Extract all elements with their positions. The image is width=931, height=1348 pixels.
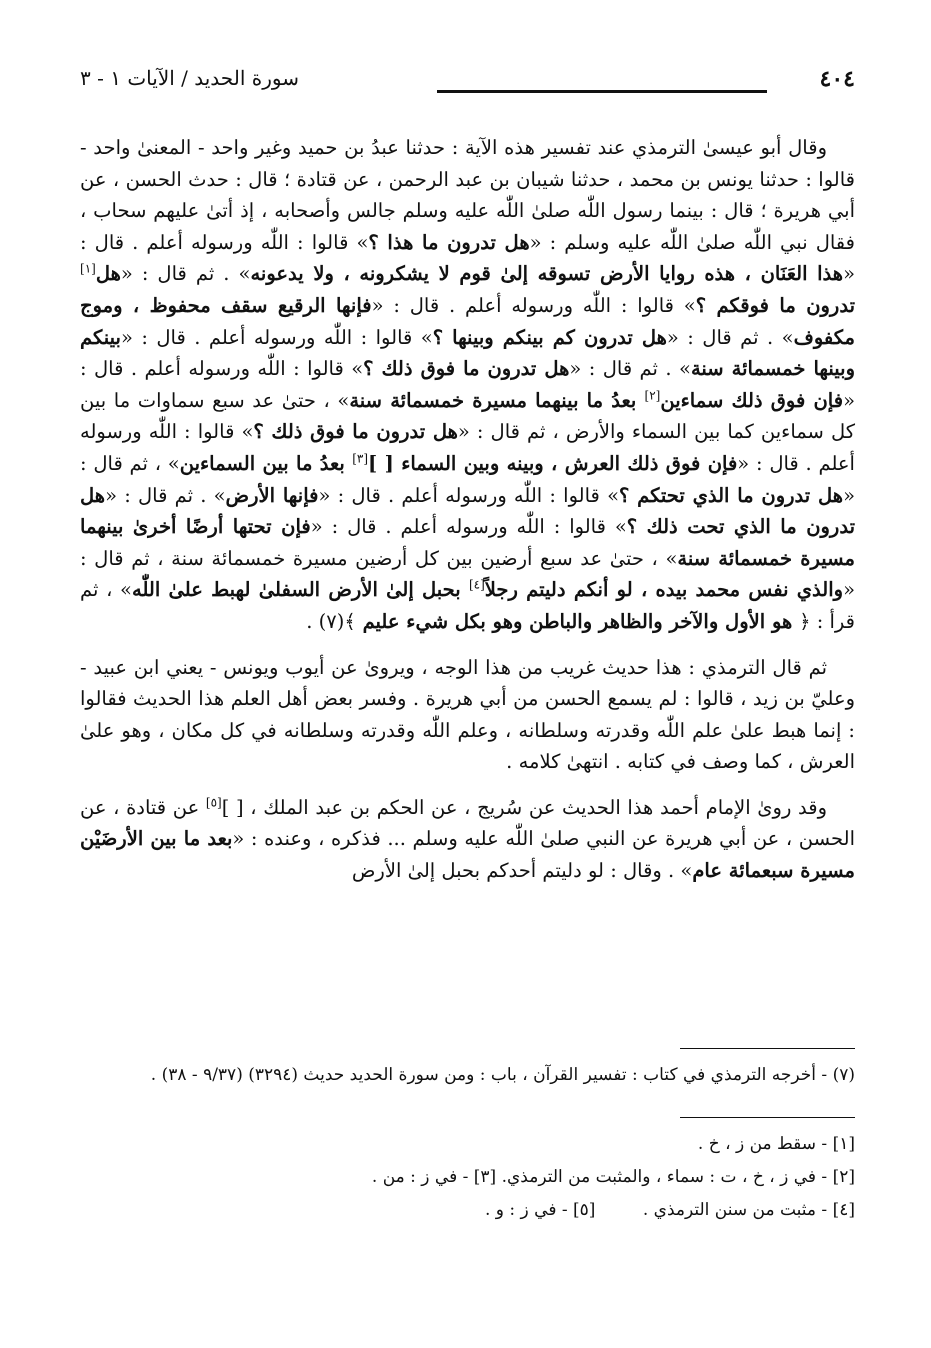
footnote-line: [80, 1194, 855, 1227]
footnote-ref-4[interactable]: [٤]: [468, 577, 485, 592]
text-span: » قالوا : اللّٰه ورسوله أعلم . قال : «: [310, 515, 627, 539]
paragraph-hadith: [80, 132, 855, 638]
text-span: » . ثم قال : «: [569, 357, 691, 381]
main-text: [80, 132, 855, 887]
paragraph-ahmad: [80, 792, 855, 887]
text-span: وقد روىٰ الإمام أحمد هذا الحديث عن سُريج ، عن الحكم بن عبد الملك ، [ ]: [221, 795, 827, 819]
footnote-ref-1[interactable]: [١]: [80, 261, 96, 276]
bold-quote: هل تدرون كم بينكم وبينها ؟: [432, 325, 667, 349]
text-span: » قالوا : اللّٰه ورسوله أعلم . قال : «: [80, 357, 855, 412]
bold-quote: فإنها الرقيع سقف محفوظ ، وموج مكفوف: [80, 293, 855, 349]
footnote-4: [٤] - مثبت من سنن الترمذي .: [642, 1200, 855, 1220]
footnote-ref-5[interactable]: [٥]: [205, 795, 222, 810]
bold-quote: تدرون ما فوقكم ؟: [695, 293, 856, 317]
page-header: [80, 62, 855, 102]
bold-quote: فإنها الأرض: [225, 483, 319, 507]
footnote-1: [١] - سقط من ز ، خ .: [697, 1134, 855, 1154]
footnote-ref-7[interactable]: ﴾(٧): [318, 609, 356, 633]
footnote-line: [80, 1161, 855, 1194]
page-number: ٤٠٤: [819, 66, 855, 92]
bold-quote: والذي نفس محمد بيده ، لو أنكم دليتم رجلاً: [484, 578, 844, 602]
text-span: وقال أبو عيسىٰ الترمذي عند تفسير هذه الآية : حدثنا عبدُ بن حميد وغير واحد - المعنىٰ واحد - قالوا : حدثنا يونس بن محمد ، حدثنا شيبان بن عبد الرحمن ، عن قتادة ؛ قال : حدث الحسن ، عن أبي هريرة ؛ قال : بينما رسول اللّٰه صلىٰ اللّٰه عليه وسلم جالس وأصحابه ، إذ أتىٰ عليهم سحاب ، فقال نبي اللّٰه صلىٰ اللّٰه عليه وسلم : «: [80, 136, 855, 254]
bold-quote: هل تدرون ما فوق ذلك ؟: [253, 420, 458, 444]
bold-quote: فإن فوق ذلك العرش ، وبينه وبين السماء [ ]: [368, 451, 738, 475]
bold-quote: بحبل إلىٰ الأرض السفلىٰ لهبط علىٰ اللّٰه: [132, 578, 469, 602]
paragraph-tirmidhi-comment: ثم قال الترمذي : هذا حديث غريب من هذا الوجه ، ويروىٰ عن أيوب ويونس - يعني ابن عبيد - وعليّ بن زيد ، قالوا : لم يسمع الحسن من أبي هريرة . وفسر بعض أهل العلم هذا الحديث فقالوا : إنما هبط علىٰ علم اللّٰه وقدرته وسلطانه ، وعلم اللّٰه وقدرته وسلطانه في كل مكان ، وهو علىٰ العرش ، كما وصف في كتابه . انتهىٰ كلامه .: [80, 655, 855, 774]
bold-quote: بعد ما بين الأرضَيْن مسيرة سبعمائة عام: [80, 827, 855, 883]
footnote-divider: [680, 1117, 855, 1118]
text-span: » . ثم قال : «: [105, 483, 226, 507]
bold-quote: فإن فوق ذلك سماءين: [660, 388, 844, 412]
text-span: » قالوا : اللّٰه ورسوله أعلم . قال : «: [80, 420, 855, 475]
footnote-5: [٥] - في ز : و .: [485, 1200, 596, 1220]
footnote-divider: [680, 1048, 855, 1049]
bold-quote: هل تدرون ما الذي تحتكم ؟: [619, 483, 844, 507]
bold-quote: هل: [95, 262, 121, 286]
text-span: » قالوا : اللّٰه ورسوله أعلم . قال : «: [80, 230, 855, 286]
quran-verse: هو الأول والآخر والظاهر والباطن وهو بكل شيء عليم: [355, 609, 800, 633]
text-span: » قالوا : اللّٰه ورسوله أعلم . قال : «: [120, 325, 433, 349]
text-span: » قالوا : اللّٰه ورسوله أعلم . قال : «: [371, 293, 696, 317]
text-span: » ، ثم قال : «: [80, 451, 855, 507]
bold-quote: هذا العَنَان ، هذه روايا الأرض تسوقه إلىٰ قوم لا يشكرونه ، ولا يدعونه: [250, 262, 844, 286]
text-span: » . وقال : لو دليتم أحدكم بحبل إلىٰ الأرض: [351, 859, 693, 883]
running-title: سورة الحديد / الآيات ١ - ٣: [80, 66, 299, 90]
text-span: » قالوا : اللّٰه ورسوله أعلم . قال : «: [318, 483, 619, 507]
bold-quote: بعدُ ما بينهما مسيرة خمسمائة سنة: [349, 388, 645, 412]
header-rule: [437, 90, 767, 93]
text-span: » ، حتىٰ عد سبع سماوات ما بين كل سماءين كما بين السماء والأرض ، ثم قال : «: [80, 388, 855, 444]
footnote-line: [80, 1128, 855, 1161]
text-span: » ، حتىٰ عد سبع أرضين بين كل أرضين مسيرة خمسمائة سنة ، ثم قال : «: [80, 546, 856, 602]
footnote-2: [٢] - في ز ، خ ، ت : سماء ، والمثبت من الترمذي.: [501, 1167, 855, 1187]
text-span: » . ثم قال : «: [666, 325, 794, 349]
bold-quote: فإن تحتها أرضًا أخرىٰ بينهما مسيرة خمسمائة سنة: [80, 515, 855, 570]
bold-quote: هل تدرون ما هذا ؟: [368, 230, 530, 254]
text-span: عن قتادة ، عن الحسن ، عن أبي هريرة عن النبي صلىٰ اللّٰه عليه وسلم ... فذكره ، وعنده : «: [80, 795, 855, 851]
footnote-7: (٧) - أخرجه الترمذي في كتاب : تفسير القرآن ، باب : ومن سورة الحديد حديث (٣٢٩٤) (٩/٣٧ - ٣٨) .: [150, 1065, 855, 1085]
bold-quote: هل تدرون ما فوق ذلك ؟: [363, 357, 570, 381]
footnote-ref-3[interactable]: [٣]: [352, 451, 369, 466]
footnotes-list: [80, 1128, 855, 1227]
text-span: .: [306, 609, 319, 633]
bold-quote: هل تدرون ما الذي تحت ذلك ؟: [80, 483, 856, 539]
bold-quote: بعدُ ما بين السماءين: [179, 451, 353, 475]
text-span: » ، ثم قرأ : ﴿: [80, 578, 855, 633]
bold-quote: بينكم وبينها خمسمائة سنة: [80, 325, 855, 381]
text-span: » . ثم قال : «: [120, 262, 251, 286]
footnote-ref-2[interactable]: [٢]: [644, 388, 661, 403]
footnote-3: [٣] - في ز : من .: [371, 1167, 497, 1187]
